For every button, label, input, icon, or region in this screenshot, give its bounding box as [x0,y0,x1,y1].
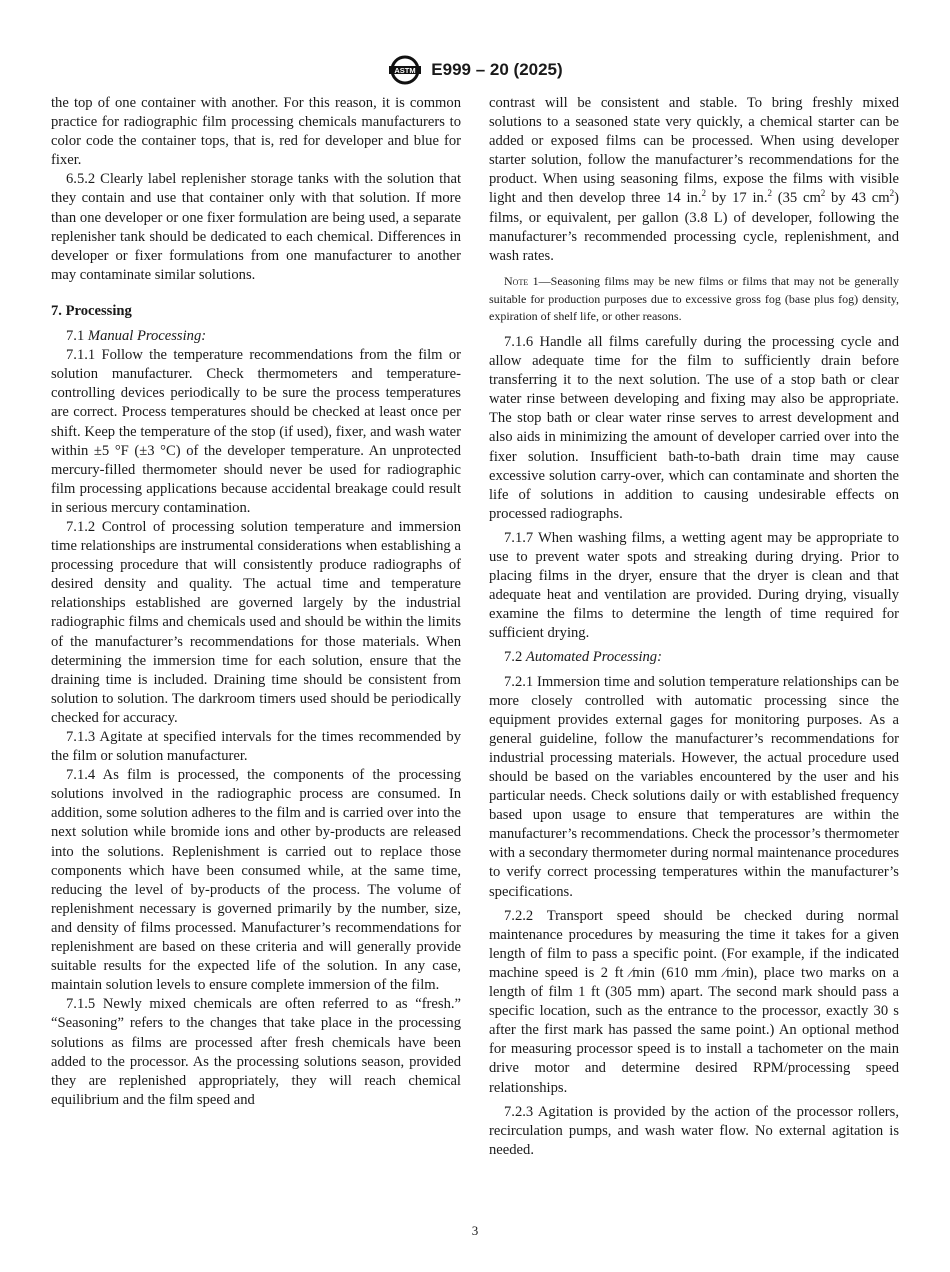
subsection-7-2-title: Automated Processing: [525,649,662,666]
subsection-7-1-title: Manual Processing: [87,328,207,345]
section-7-heading: 7. Processing [51,302,132,319]
note-text: —Seasoning films may be new films or films that may not be generally suitable for production purposes due to excessive gross fog (base plus fog) density, expiration of shelf life, or other reasons. [489,273,900,324]
paragraph-7-1-5: 7.1.5 Newly mixed chemicals are often referred to as “fresh.” “Seasoning” refers to the changes that take place in the processing solutions as films are processed after fresh chemicals have been added to the processor. As the processing solutions season, provided they are replenished appropriately, they will reach chemical equilibrium and the film speed and [51,996,461,1108]
astm-logo-icon [387,55,423,85]
note-label: Note 1 [504,273,539,288]
paragraph-7-2-1: 7.2.1 Immersion time and solution temperature relationships can be more closely controlled with automatic processing since the equipment provides external gages for monitoring purposes. As a general guideline, follow the manufacturer’s recommendations for industrial processing materials. However, the actual procedure used should be based on the variables encountered by the user and his particular needs. Check solutions daily or with established frequency based upon usage to ensure that temperatures are within the manufacturer’s recommendations. Check the processor’s thermometer with a secondary thermometer during normal maintenance procedures to verify correct processing temperatures within the manufacturer’s specifications. [489,673,899,900]
paragraph-continued: the top of one container with another. For this reason, it is common practice for radiographic film processing chemicals manufacturers to color code the container tops, that is, red for developer and blue for fixer. [51,95,461,169]
right-column [489,94,899,1160]
subsection-7-1-heading [51,327,461,346]
superscript-2: 2 [767,188,772,199]
paragraph-7-1-2: 7.1.2 Control of processing solution temperature and immersion time relationships are instrumental considerations when establishing a processing procedure that will consistently produce radiographs of desired density and quality. The actual time and temperature relationships established are governed largely by the industrial radiographic films and chemicals used and should be within the limits of the manufacturer’s recommendations for those materials. When determining the immersion time for each solution, ensure that the draining time is included. Draining time should be consistent from solution to solution. The darkroom timers used should be periodically checked for accuracy. [51,518,461,726]
subsection-7-2-heading [489,648,899,667]
standard-designation: E999 – 20 (2025) [431,60,563,79]
paragraph-7-2-3: 7.2.3 Agitation is provided by the action of the processor rollers, recirculation pumps, and wash water flow. No external agitation is needed. [489,1103,899,1158]
paragraph-7-1-6: 7.1.6 Handle all films carefully during the processing cycle and allow adequate time for the film to sufficiently drain before transferring it to the next solution. The use of a stop bath or clear water rinse between developing and fixing may also be appropriate. The stop bath or clear water rinse serves to arrest development and also aids in minimizing the amount of developer carried over into the fixer solution. Insufficient bath-to-bath drain time may cause excessive solution carry-over, which can contaminate and shorten the life of solutions in addition to causing undesirable effects on processed radiographs. [489,333,899,522]
subsection-7-1-number: 7.1 [66,328,85,345]
page-number: 3 [471,1223,479,1238]
paragraph-7-1-4: 7.1.4 As film is processed, the components of the processing solutions involved in the radiographic process are consumed. In addition, some solution adheres to the film and is carried over into the next solution while bromide ions and other by-products are released into the solutions. Replenishment is carried out to replace those components which have been consumed while, at the same time, reducing the level of by-products of the process. The volume of replenishment necessary is governed primarily by the number, size, and density of films processed. Manufacturer’s recommendations for replenishment are based on these criteria and will generally provide suitable results for the expected life of the solution. In any case, maintain solution levels to ensure complete immersion of the film. [51,767,461,994]
paragraph-6-5-2: 6.5.2 Clearly label replenisher storage tanks with the solution that they contain and use that container only with that solution. If more than one developer or one fixer formulation are being used, a separate replenisher tank should be dedicated to each chemical. Differences in developer or fixer formulations from one manufacturer to another may contaminate similar solutions. [51,171,461,283]
paragraph-7-1-7: 7.1.7 When washing films, a wetting agent may be appropriate to use to prevent water spots and streaking during drying. Prior to placing films in the dryer, ensure that the dryer is clean and that adequate heat and ventilation are provided. During drying, visually examine the films to determine the length of time required for sufficient drying. [489,529,899,642]
page-header [0,53,950,87]
paragraph-7-1-1: 7.1.1 Follow the temperature recommendations from the film or solution manufacturer. Check thermometers and temperature-controlling devices periodically to be sure the process temperatures are correct. Process temperatures should be checked at least once per shift. Keep the temperature of the stop (if used), fixer, and wash water within ±5 °F (±3 °C) of the developer temperature. An unprotected mercury-filled thermometer should never be used for radiographic film processing applications because accidental breakage could result in serious mercury contamination. [51,347,461,516]
note-1 [489,273,899,326]
paragraph-7-1-5-continued: contrast will be consistent and stable. To bring freshly mixed solutions to a seasoned state very quickly, a chemical starter can be added or exposed films can be processed. When using developer starter solution, follow the manufacturer’s recommendations for the product. When using seasoning films, expose the films with visible light and then develop three 14 in.$^2$ by 17 in.$^2$ (35 $cm^2$ by 43 $cm^2$) films, or equivalent, per gallon (3.8 L) of developer, following the manufacturer’s recommended processing cycle, replenishment, and wash rates. [489,95,899,264]
superscript-2: 2 [701,188,706,199]
superscript-2: 2 [820,188,826,199]
logo-text: ASTM [394,65,416,75]
paragraph-7-2-2: 7.2.2 Transport speed should be checked during normal maintenance procedures by measuring the time it takes for a given length of film to pass a specific point. (For example, if the indicated machine speed is 2 ft ⁄min (610 mm ⁄min), place two marks on a length of film 1 ft (305 mm) apart. The second mark should pass a specific location, such as the entrance to the processor, exactly 30 s after the first mark has passed the same point.) An optional method for measuring processor speed is to install a tachometer on the main drive motor and determine desired RPM/processing speed relationships. [489,907,899,1096]
paragraph-7-1-3: 7.1.3 Agitate at specified intervals for the times recommended by the film or solution manufacturer. [51,729,461,765]
left-column [51,94,461,1110]
subsection-7-2-number: 7.2 [504,649,523,666]
superscript-2: 2 [889,188,895,199]
